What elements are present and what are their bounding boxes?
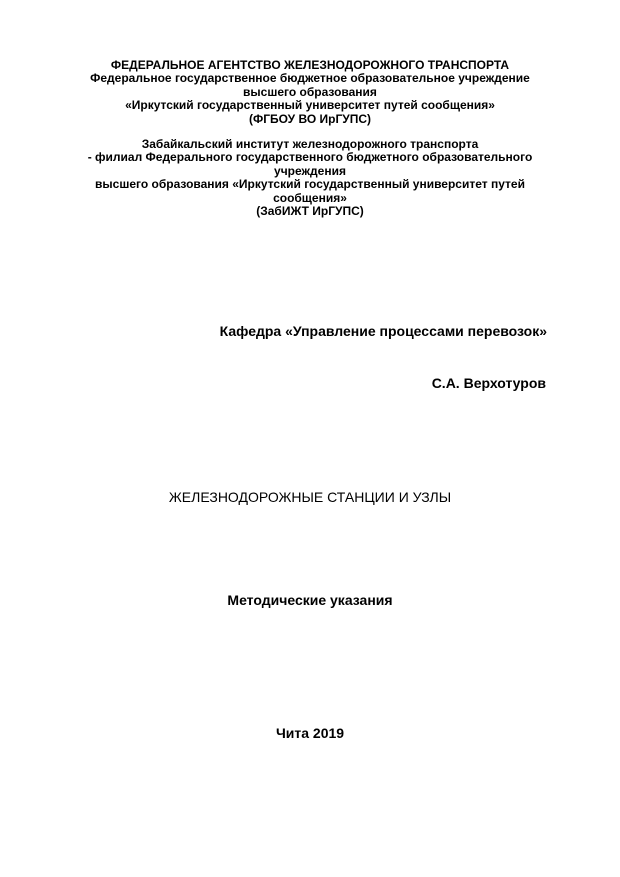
- institute-branch-line-2: учреждения: [274, 163, 346, 178]
- institute-name: Забайкальский институт железнодорожного транспорта: [141, 137, 479, 151]
- agency-name: ФЕДЕРАЛЬНОЕ АГЕНТСТВО ЖЕЛЕЗНОДОРОЖНОГО ТРАНСПОРТА: [110, 58, 510, 72]
- institute-header: [0, 138, 620, 218]
- institute-abbreviation: (ЗабИЖТ ИрГУПС): [256, 204, 364, 219]
- department-name: Кафедра «Управление процессами перевозок»: [219, 323, 547, 339]
- document-title: ЖЕЛЕЗНОДОРОЖНЫЕ СТАНЦИИ И УЗЛЫ: [168, 489, 452, 505]
- university-abbreviation: (ФГБОУ ВО ИрГУПС): [248, 111, 372, 126]
- institute-branch-line-4: сообщения»: [273, 190, 347, 205]
- institute-branch-line-3: высшего образования «Иркутский государственный университет путей: [95, 177, 525, 192]
- institute-branch-line-1: - филиал Федерального государственного бюджетного образовательного: [87, 150, 533, 165]
- agency-header: [0, 59, 620, 126]
- agency-org-type: Федеральное государственное бюджетное образовательное учреждение: [90, 71, 530, 86]
- city-year: Чита 2019: [275, 725, 345, 741]
- agency-education-level: высшего образования: [243, 84, 377, 99]
- author-name: С.А. Верхотуров: [431, 375, 546, 391]
- document-type: Методические указания: [227, 592, 393, 608]
- university-name: «Иркутский государственный университет путей сообщения»: [125, 98, 495, 113]
